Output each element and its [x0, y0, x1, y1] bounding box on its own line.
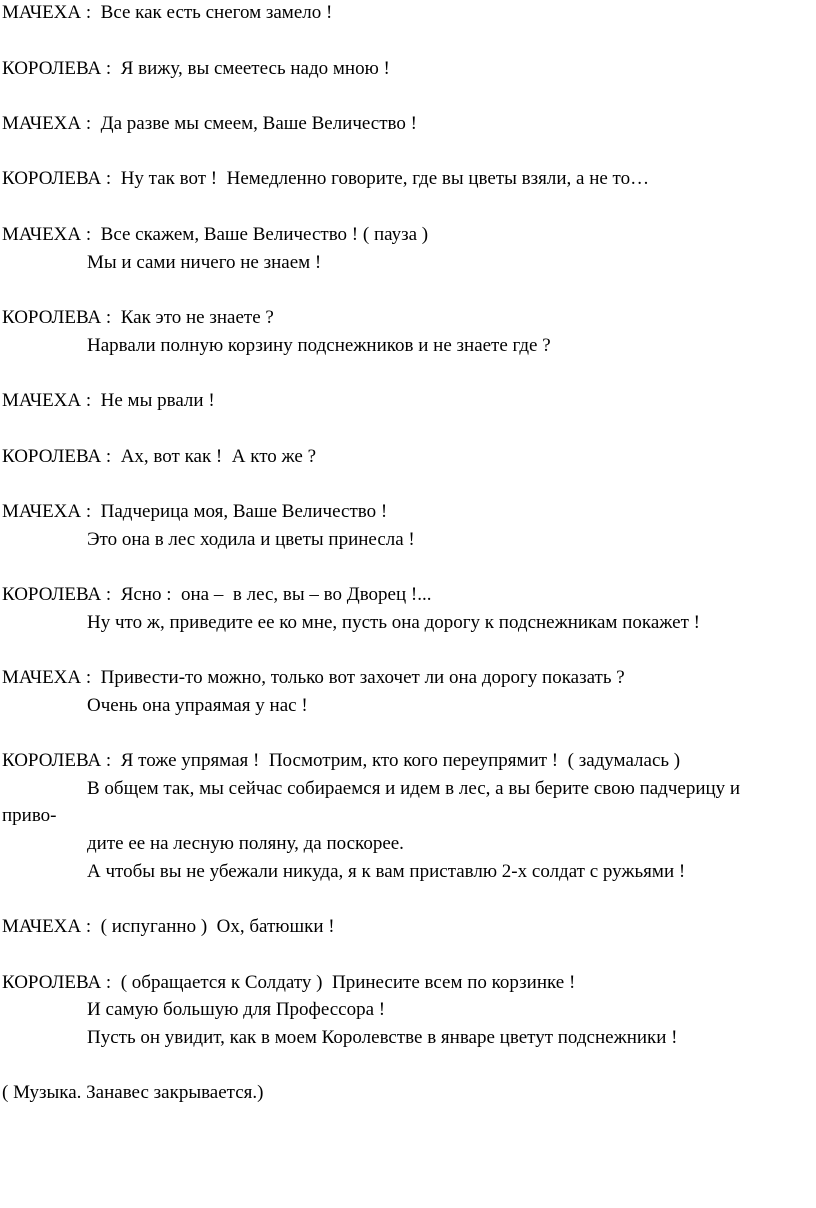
dialogue-line: КОРОЛЕВА : ( обращается к Солдату ) Принесите всем по корзинке !	[2, 972, 576, 993]
dialogue-continuation: Мы и сами ничего не знаем !	[87, 252, 322, 273]
dialogue-wrap: приво-	[2, 805, 57, 826]
dialogue-line: МАЧЕХА : Все как есть снегом замело !	[2, 2, 333, 23]
stage-direction: ( Музыка. Занавес закрывается.)	[2, 1082, 264, 1103]
dialogue-continuation: дите ее на лесную поляну, да поскорее.	[87, 833, 404, 854]
dialogue-line: КОРОЛЕВА : Как это не знаете ?	[2, 307, 274, 328]
dialogue-continuation: А чтобы вы не убежали никуда, я к вам приставлю 2-х солдат с ружьями !	[87, 861, 686, 882]
dialogue-line: МАЧЕХА : Не мы рвали !	[2, 390, 215, 411]
dialogue-line: КОРОЛЕВА : Я вижу, вы смеетесь надо мною !	[2, 58, 390, 79]
dialogue-line: КОРОЛЕВА : Я тоже упрямая ! Посмотрим, кто кого переупрямит ! ( задумалась )	[2, 750, 681, 771]
dialogue-continuation: Очень она упраямая у нас !	[87, 695, 308, 716]
dialogue-line: КОРОЛЕВА : Ах, вот как ! А кто же ?	[2, 446, 317, 467]
dialogue-line: МАЧЕХА : Падчерица моя, Ваше Величество !	[2, 501, 388, 522]
dialogue-continuation: В общем так, мы сейчас собираемся и идем в лес, а вы берите свою падчерицу и	[87, 778, 741, 799]
dialogue-line: КОРОЛЕВА : Ясно : она – в лес, вы – во Дворец !...	[2, 584, 432, 605]
dialogue-continuation: Ну что ж, приведите ее ко мне, пусть она дорогу к подснежникам покажет !	[87, 612, 700, 633]
dialogue-continuation: И самую большую для Профессора !	[87, 999, 386, 1020]
dialogue-continuation: Это она в лес ходила и цветы принесла !	[87, 529, 415, 550]
dialogue-line: МАЧЕХА : Все скажем, Ваше Величество ! ( пауза )	[2, 224, 429, 245]
dialogue-line: КОРОЛЕВА : Ну так вот ! Немедленно говорите, где вы цветы взяли, а не то…	[2, 168, 650, 189]
dialogue-line: МАЧЕХА : ( испуганно ) Ох, батюшки !	[2, 916, 335, 937]
dialogue-line: МАЧЕХА : Да разве мы смеем, Ваше Величество !	[2, 113, 417, 134]
dialogue-continuation: Пусть он увидит, как в моем Королевстве в январе цветут подснежники !	[87, 1027, 678, 1048]
dialogue-line: МАЧЕХА : Привести-то можно, только вот захочет ли она дорогу показать ?	[2, 667, 625, 688]
dialogue-continuation: Нарвали полную корзину подснежников и не знаете где ?	[87, 335, 551, 356]
